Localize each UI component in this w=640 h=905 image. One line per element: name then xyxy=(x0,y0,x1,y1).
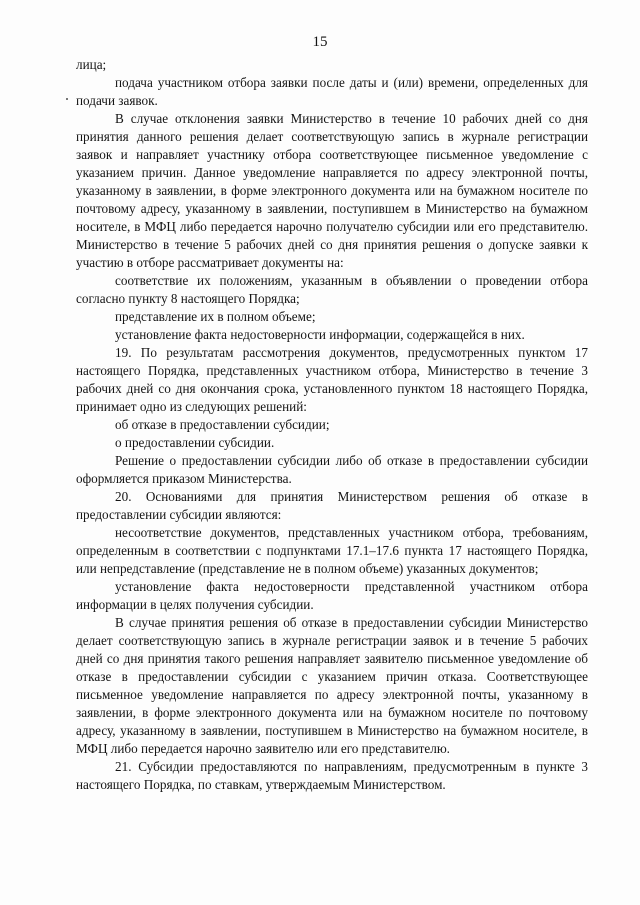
paragraph-decision-order: Решение о предоставлении субсидии либо об отказе в предоставлении субсидии оформляется приказом Министерства. xyxy=(76,453,588,486)
paragraph-refusal-ground-documents: несоответствие документов, представленных участником отбора, требованиям, определенным в соответствии с подпунктами 17.1–17.6 пункта 17 настоящего Порядка, или непредставление (представление не в полном объеме) указанных документов; xyxy=(76,525,588,576)
paragraph-section-19: 19. По результатам рассмотрения документов, предусмотренных пунктом 17 настоящего Порядка, представленных участником отбора, Министерство в течение 3 рабочих дней со дня окончания срока, установленного пунктом 18 настоящего Порядка, принимает одно из следующих решений: xyxy=(76,345,588,414)
document-body xyxy=(76,56,588,794)
paragraph-completeness-check: представление их в полном объеме; xyxy=(115,309,316,324)
paragraph-section-21: 21. Субсидии предоставляются по направлениям, предусмотренным в пункте 3 настоящего Порядка, по ставкам, утверждаемым Министерством. xyxy=(76,759,588,792)
page-number: 15 xyxy=(312,34,328,50)
paragraph-continuation: лица; xyxy=(76,57,107,72)
paragraph-refusal-ground-false-info: установление факта недостоверности представленной участником отбора информации в целях получения субсидии. xyxy=(76,579,588,612)
paragraph-decision-grant: о предоставлении субсидии. xyxy=(115,435,275,450)
paragraph-refusal-notice: В случае принятия решения об отказе в предоставлении субсидии Министерство делает соответствующую запись в журнале регистрации заявок и в течение 5 рабочих дней со дня принятия такого решения направляет заявителю письменное уведомление об отказе в предоставлении субсидии с указанием причин отказа. Соответствующее письменное уведомление направляется по адресу электронной почты, указанному в заявлении, в форме электронного документа или на бумажном носителе по почтовому адресу, указанному в заявлении, поступившем в Министерство на бумажном носителе, в МФЦ либо передается нарочно заявителю или его представителю. xyxy=(76,615,588,756)
paragraph-compliance-check: соответствие их положениям, указанным в объявлении о проведении отбора согласно пункту 8 настоящего Порядка; xyxy=(76,273,588,306)
paragraph-rejection-notice: В случае отклонения заявки Министерство в течение 10 рабочих дней со дня принятия данного решения делает соответствующую запись в журнале регистрации заявок и направляет участнику отбора соответствующее письменное уведомление с указанием причин. Данное уведомление направляется по адресу электронной почты, указанному в заявлении, в форме электронного документа или на бумажном носителе по почтовому адресу, указанному в заявлении, поступившем в Министерство на бумажном носителе, в МФЦ либо передается нарочно получателю субсидии или его представителю. Министерство в течение 5 рабочих дней со дня принятия решения о допуске заявки к участию в отборе рассматривает документы на: xyxy=(76,111,588,270)
paragraph-accuracy-check: установление факта недостоверности информации, содержащейся в них. xyxy=(115,327,525,342)
paragraph-section-20: 20. Основаниями для принятия Министерством решения об отказе в предоставлении субсидии являются: xyxy=(76,489,588,522)
paragraph-late-submission: подача участником отбора заявки после даты и (или) времени, определенных для подачи заявок. xyxy=(76,75,588,108)
scan-artifact xyxy=(66,98,68,100)
paragraph-decision-refusal: об отказе в предоставлении субсидии; xyxy=(115,417,330,432)
